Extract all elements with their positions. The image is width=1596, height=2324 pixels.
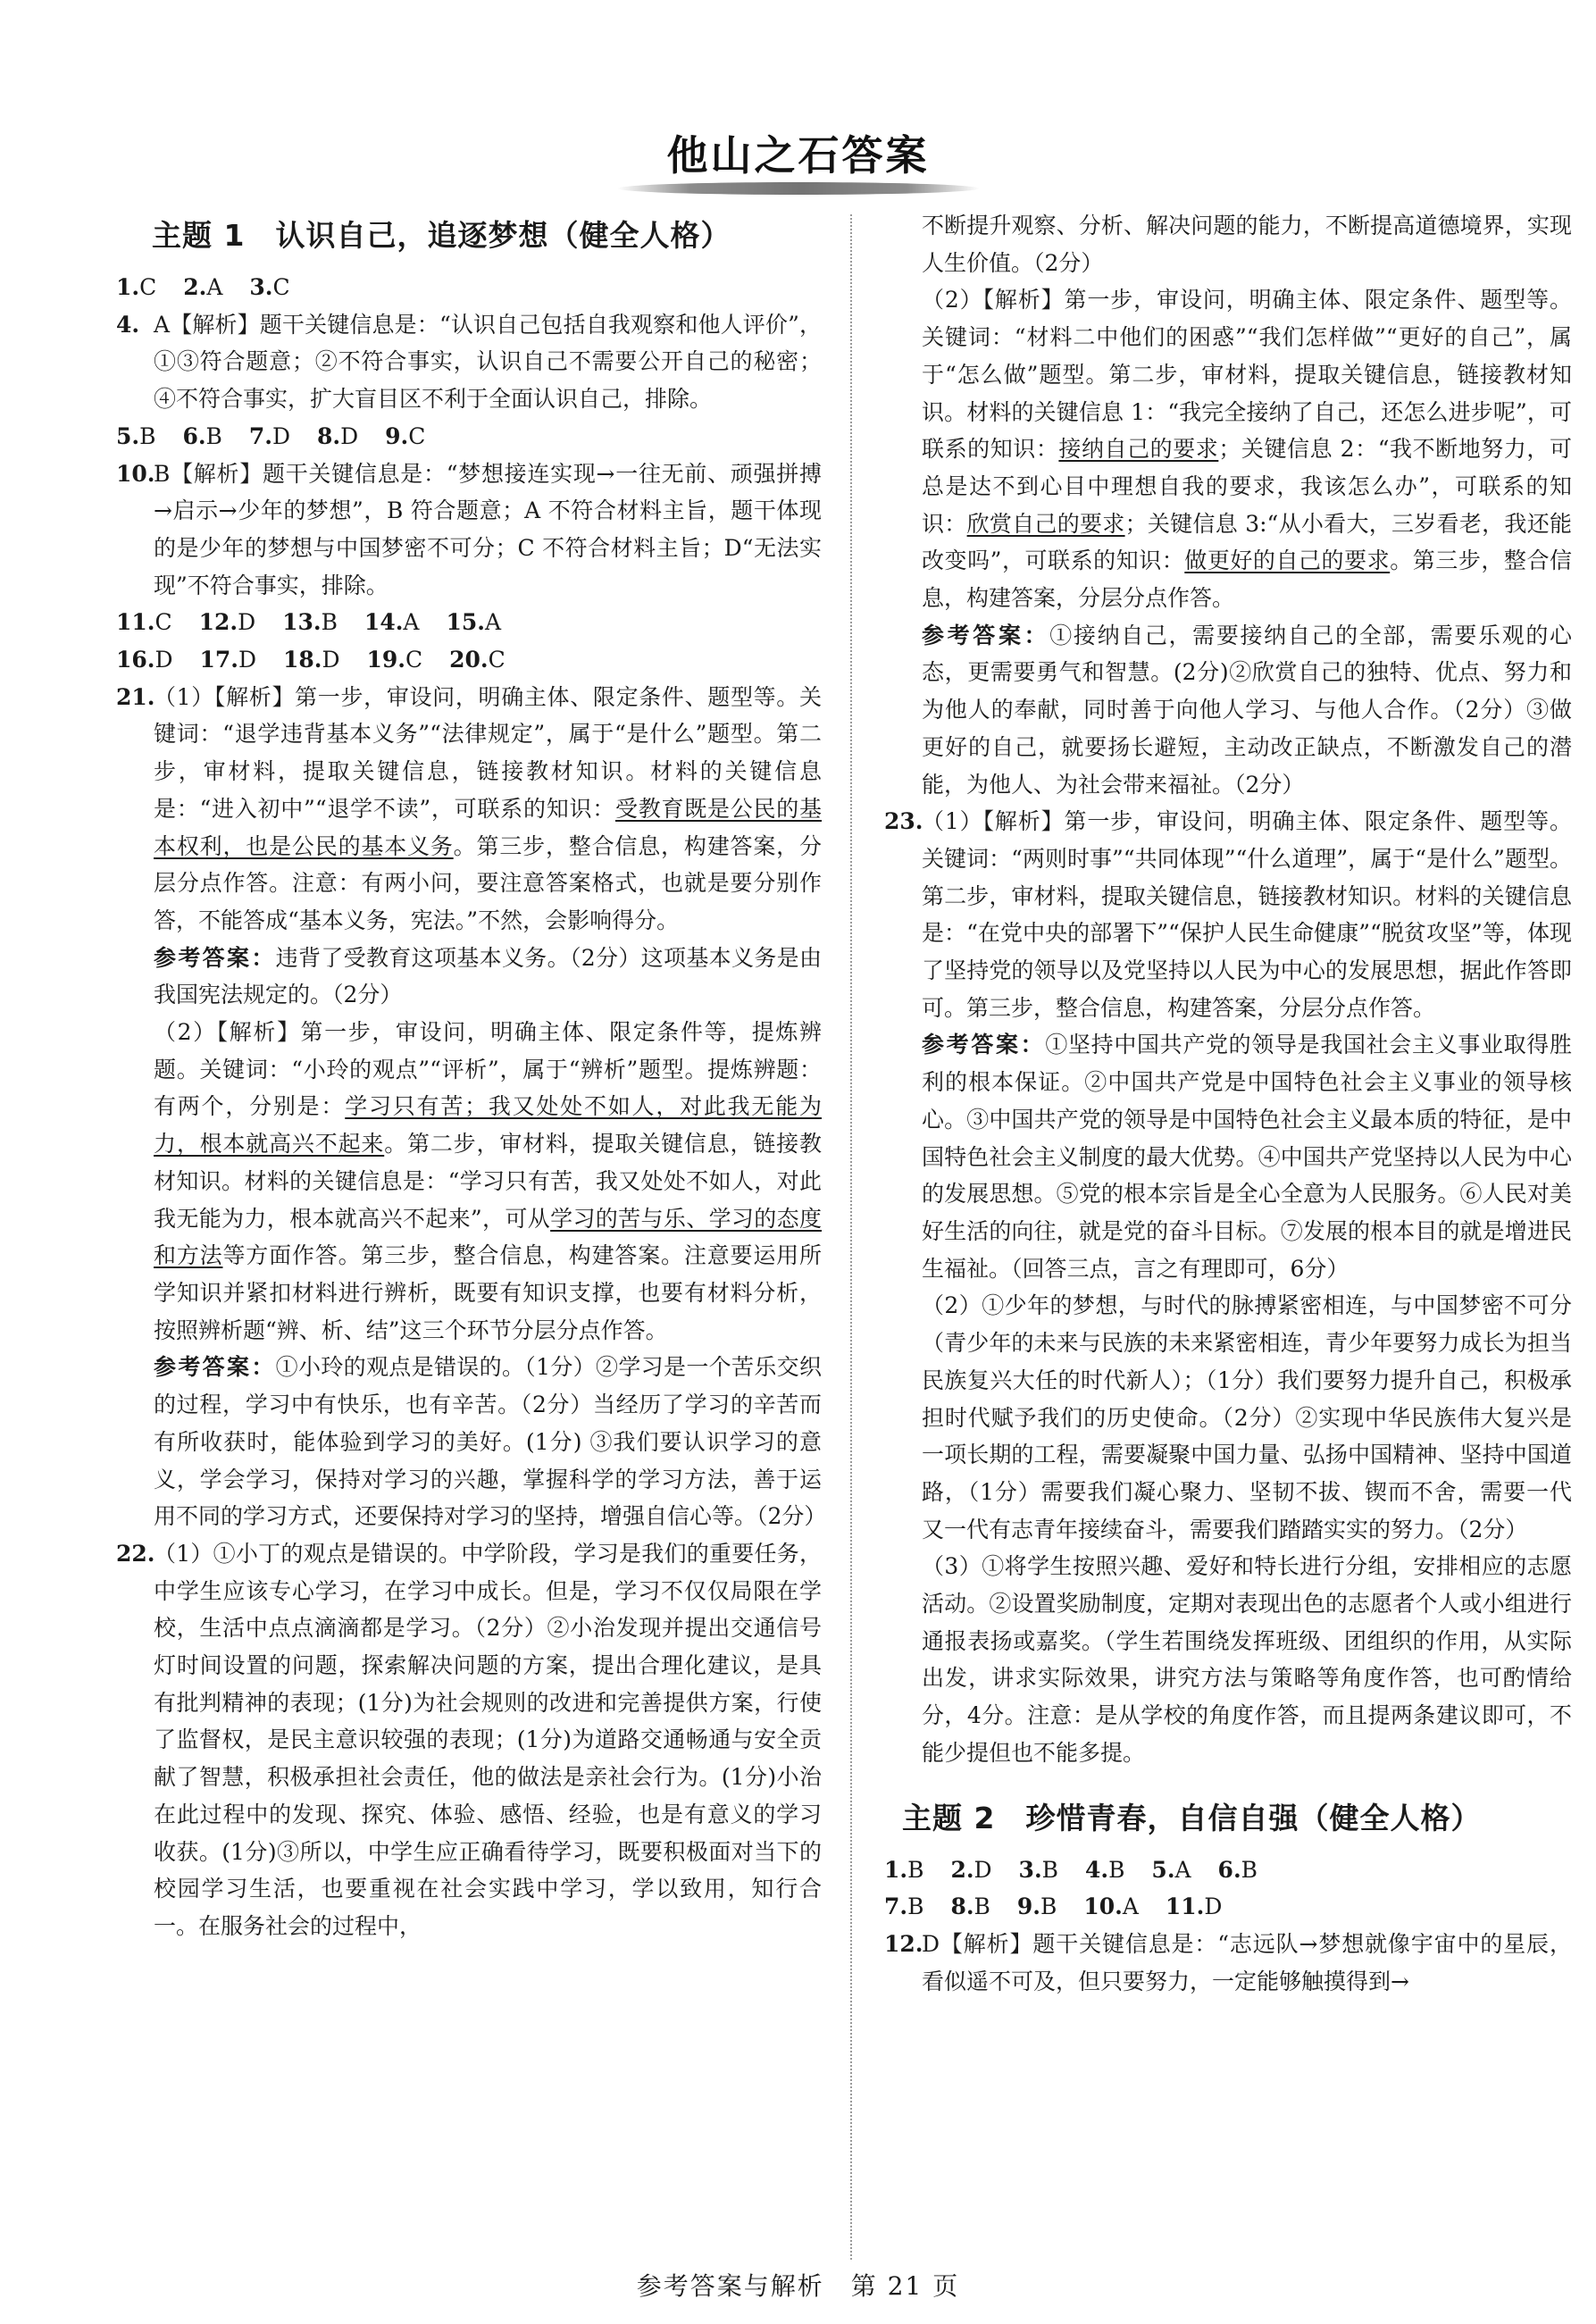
answer-num: 18. [283,647,322,673]
question-23-part-2 [884,1287,1572,1548]
answer-num: 20. [449,647,489,673]
question-number: 22. [116,1540,155,1567]
question-22 [116,1535,822,1945]
answer-num: 6. [1217,1856,1241,1883]
answer-value: D [973,1856,992,1883]
answer-row-11-15 [116,604,822,641]
answer-text: （1）①小丁的观点是错误的。中学阶段，学习是我们的重要任务，中学生应该专心学习，在学习中成长。但是，学习不仅仅局限在学校，生活中点点滴滴都是学习。（2分）②小治发现并提出交通信号灯时间设置的问题，探索解决问题的方案，提出合理化建议，是具有批判精神的表现；(1分)为社会规则的改进和完善提供方案，行使了监督权，是民主意识较强的表现；(1分)为道路交通畅通与安全贡献了智慧，积极承担社会责任，他的做法是亲社会行为。(1分)小治在此过程中的发现、探究、体验、感悟、经验，也是有意义的学习收获。(1分)③所以，中学生应正确看待学习，既要积极面对当下的校园学习生活，也要重视在社会实践中学习，学以致用，知行合一。在服务社会的过程中， [154,1540,822,1939]
analysis-text: 。第三步，整合信息，构建答案，分层分点作答。 [922,548,1572,612]
answer-num: 6. [182,422,206,449]
question-text: A【解析】题干关键信息是：“认识自己包括自我观察和他人评价”，①③符合题意；②不符合事实，认识自己不需要公开自己的秘密；④不符合事实，扩大盲目区不利于全面认识自己，排除。 [154,311,822,413]
answer-value: D [238,609,256,636]
answer-num: 1. [116,274,140,300]
answer-value: C [488,647,506,673]
answer-num: 7. [884,1893,908,1920]
analysis-text: 。第二步，审材料，提取关键信息，链接教材知识。材料的关键信息是：“学习只有苦，我又处处不如人，对此我无能为力，根本就高兴不起来”，可从 [154,1131,822,1232]
answer-num: 19. [366,647,405,673]
question-23 [884,803,1572,1026]
answer-num: 17. [199,647,238,673]
answer-value: C [155,609,172,636]
topic1-heading: 主题 1 认识自己，追逐梦想（健全人格） [152,218,731,253]
column-divider [850,214,852,2260]
question-text: D【解析】题干关键信息是：“志远队→梦想就像宇宙中的星辰，看似遥不可及，但只要努力，一定能够触摸得到→ [922,1930,1572,1994]
underlined-knowledge: 接纳自己的要求 [1058,436,1219,463]
answer-value: B [1041,1856,1059,1883]
answer-value: C [272,274,290,300]
answer-value: D [1204,1893,1223,1920]
reference-label: 参考答案： [922,622,1050,648]
answer-num: 11. [116,609,155,636]
topic2-heading: 主题 2 珍惜青春，自信自强（健全人格） [902,1800,1482,1835]
reference-label: 参考答案： [922,1032,1046,1058]
reference-answer [884,617,1572,804]
answer-text: （2）①少年的梦想，与时代的脉搏紧密相连，与中国梦密不可分（青少年的未来与民族的未来紧密相连，青少年要努力成长为担当民族复兴大任的时代新人）；（1分）我们要努力提升自己，积极承担时代赋予我们的历史使命。（2分）②实现中华民族伟大复兴是一项长期的工程，需要凝聚中国力量、弘扬中国精神、坚持中国道路，（1分）需要我们凝心聚力、坚韧不拔、锲而不舍，需要一代又一代有志青年接续奋斗，需要我们踏踏实实的努力。（2分） [922,1292,1572,1542]
answer-num: 16. [116,647,155,673]
answer-num: 3. [249,274,273,300]
reference-label: 参考答案： [154,944,276,971]
answer-value: B [1241,1856,1258,1883]
reference-text: ①坚持中国共产党的领导是我国社会主义事业取得胜利的根本保证。②中国共产党是中国特色社会主义事业的领导核心。③中国共产党的领导是中国特色社会主义最本质的特征，是中国特色社会主义制度的最大优势。④中国共产党坚持以人民为中心的发展思想。⑤党的根本宗旨是全心全意为人民服务。⑥人民对美好生活的向往，就是党的奋斗目标。⑦发展的根本目的就是增进民生福祉。（回答三点，言之有理即可，6分） [922,1032,1572,1282]
reference-label: 参考答案： [154,1354,276,1381]
analysis-text: （1）【解析】第一步，审设问，明确主体、限定条件、题型等。关键词：“退学违背基本义务”“法律规定”，属于“是什么”题型。第二步，审材料，提取关键信息，链接教材知识。材料的关键信息是：“进入初中”“退学不读”，可联系的知识： [154,683,822,822]
question-number: 23. [884,808,923,835]
question-22-part-2 [884,281,1572,616]
analysis-text: （2）【解析】第一步，审设问，明确主体、限定条件等，提炼辨题。关键词：“小玲的观点”“评析”，属于“辨析”题型。提炼辨题：有两个，分别是： [154,1019,822,1120]
answer-num: 9. [385,422,409,449]
answer-num: 9. [1016,1893,1040,1920]
answer-text: （3）①将学生按照兴趣、爱好和特长进行分组，安排相应的志愿活动。②设置奖励制度，定期对表现出色的志愿者个人或小组进行通报表扬或嘉奖。（学生若围绕发挥班级、团组织的作用，从实际出发，讲求实际效果，讲究方法与策略等角度作答，也可酌情给分，4分。注意：是从学校的角度作答，而且提两条建议即可，不能少提但也不能多提。 [922,1553,1572,1766]
answer-num: 5. [1151,1856,1175,1883]
left-column [116,204,827,1945]
answer-value: D [322,647,340,673]
analysis-text: （1）【解析】第一步，审设问，明确主体、限定条件、题型等。关键词：“两则时事”“共同体现”“什么道理”，属于“是什么”题型。第二步，审材料，提取关键信息，链接教材知识。材料的关键信息是：“在党中央的部署下”“保护人民生命健康”“脱贫攻坚”等，体现了坚持党的领导以及党坚持以人民为中心的发展思想，据此作答即可。第三步，整合信息，构建答案，分层分点作答。 [922,808,1572,1021]
answer-value: A [484,609,501,636]
reference-answer [116,1349,827,1535]
answer-num: 5. [116,422,140,449]
analysis-text: ；关键信息 2：“我不断地努力，可总是达不到心目中理想自我的要求，我该怎么办”，可联系的知识： [922,436,1572,537]
answer-value: B [907,1893,924,1920]
underlined-knowledge: 受教育既是公民的基本权利，也是公民的基本义务 [154,795,822,859]
answer-value: B [907,1856,924,1883]
answer-value: D [272,422,291,449]
answer-value: B [1040,1893,1057,1920]
answer-value: B [1108,1856,1125,1883]
answer-value: C [405,647,423,673]
question-number: 12. [884,1930,923,1957]
question-21-part-2 [116,1014,822,1349]
reference-answer [116,940,822,1014]
answer-row-5-9 [116,418,822,456]
analysis-text: （2）【解析】第一步，审设问，明确主体、限定条件、题型等。关键词：“材料二中他们的困惑”“我们怎样做”“更好的自己”，属于“怎么做”题型。第二步，审材料，提取关键信息，链接教材知识。材料的关键信息 1：“我完全接纳了自己，还怎么进步呢”，可联系的知识： [922,287,1572,463]
question-number: 21. [116,683,155,710]
answer-value: B [321,609,338,636]
answer-num: 8. [950,1893,974,1920]
answer-num: 2. [950,1856,974,1883]
answer-value: C [139,274,157,300]
answer-num: 4. [1084,1856,1109,1883]
analysis-text: 等方面作答。第三步，整合信息，构建答案。注意要运用所学知识并紧扣材料进行辨析，既要有知识支撑，也要有材料分析，按照辨析题“辨、析、结”这三个环节分层分点作答。 [154,1242,822,1343]
question-4 [116,306,822,418]
answer-num: 1. [884,1856,908,1883]
underlined-knowledge: 做更好的自己的要求 [1184,548,1391,574]
right-column [884,207,1572,2000]
question-text: B【解析】题干关键信息是：“梦想接连实现→一往无前、顽强拼搏→启示→少年的梦想”，B 符合题意；A 不符合材料主旨，题干体现的是少年的梦想与中国梦密不可分；C 不符合材料主旨；D“无法实现”不符合事实，排除。 [154,460,822,598]
answer-row-1-3 [116,269,822,306]
answer-value: B [205,422,222,449]
answer-value: A [1174,1856,1191,1883]
reference-answer [884,1026,1572,1287]
answer-num: 7. [248,422,272,449]
question-number: 4. [116,311,140,338]
answer-num: 12. [198,609,238,636]
question-10 [116,456,822,605]
reference-text: ①小玲的观点是错误的。（1分）②学习是一个苦乐交织的过程，学习中有快乐，也有辛苦。（2分）当经历了学习的辛苦而有所收获时，能体验到学习的美好。(1分) ③我们要认识学习的意义，学会学习，保持对学习的兴趣，掌握科学的学习方法，善于运用不同的学习方式，还要保持对学习的坚持，增强自信心等。（2分） [154,1354,827,1530]
answer-value: B [139,422,156,449]
answer-value: D [155,647,173,673]
answer-value: D [340,422,359,449]
answer-num: 10. [1083,1893,1123,1920]
answer-value: C [408,422,426,449]
analysis-text: 。第三步，整合信息，构建答案，分层分点作答。注意：有两小问，要注意答案格式，也就是要分别作答，不能答成“基本义务，宪法。”不然，会影响得分。 [154,832,822,933]
title-area [0,116,1596,200]
underlined-knowledge: 欣赏自己的要求 [966,510,1125,537]
answer-row-7-11 [884,1888,1572,1926]
question-21 [116,679,822,940]
answer-value: A [403,609,420,636]
answer-value: D [238,647,257,673]
answer-num: 15. [446,609,485,636]
reference-text: 违背了受教育这项基本义务。（2分）这项基本义务是由我国宪法规定的。（2分） [154,944,822,1008]
answer-num: 2. [183,274,207,300]
question-23-part-3 [884,1548,1572,1771]
answer-num: 13. [282,609,322,636]
answer-num: 8. [316,422,341,449]
answer-text: 不断提升观察、分析、解决问题的能力，不断提高道德境界，实现人生价值。（2分） [922,213,1572,276]
answer-value: A [1122,1893,1139,1920]
page-footer: 参考答案与解析 第 21 页 [636,2271,960,2301]
answer-num: 11. [1165,1893,1205,1920]
answer-value: B [973,1893,990,1920]
underlined-knowledge: 学习的苦与乐、学习的态度和方法 [154,1205,822,1269]
analysis-text: ；关键信息 3:“从小看大，三岁看老，我还能改变吗”，可联系的知识： [922,510,1572,574]
question-22-continued [884,207,1572,281]
answer-num: 14. [363,609,404,636]
answer-value: A [206,274,223,300]
page-title: 他山之石答案 [617,116,980,200]
underlined-knowledge: 学习只有苦；我又处处不如人，对此我无能为力，根本就高兴不起来 [154,1093,822,1158]
answer-row-1-6 [884,1852,1572,1889]
reference-text: ①接纳自己，需要接纳自己的全部，需要乐观的心态，更需要勇气和智慧。(2分)②欣赏自己的独特、优点、努力和为他人的奉献，同时善于向他人学习、与他人合作。（2分）③做更好的自己，就要扬长避短，主动改正缺点，不断激发自己的潜能，为他人、为社会带来福祉。（2分） [922,622,1572,798]
answer-num: 3. [1018,1856,1042,1883]
answer-row-16-20 [116,641,822,679]
question-12 [884,1926,1572,2000]
question-number: 10. [116,460,155,487]
